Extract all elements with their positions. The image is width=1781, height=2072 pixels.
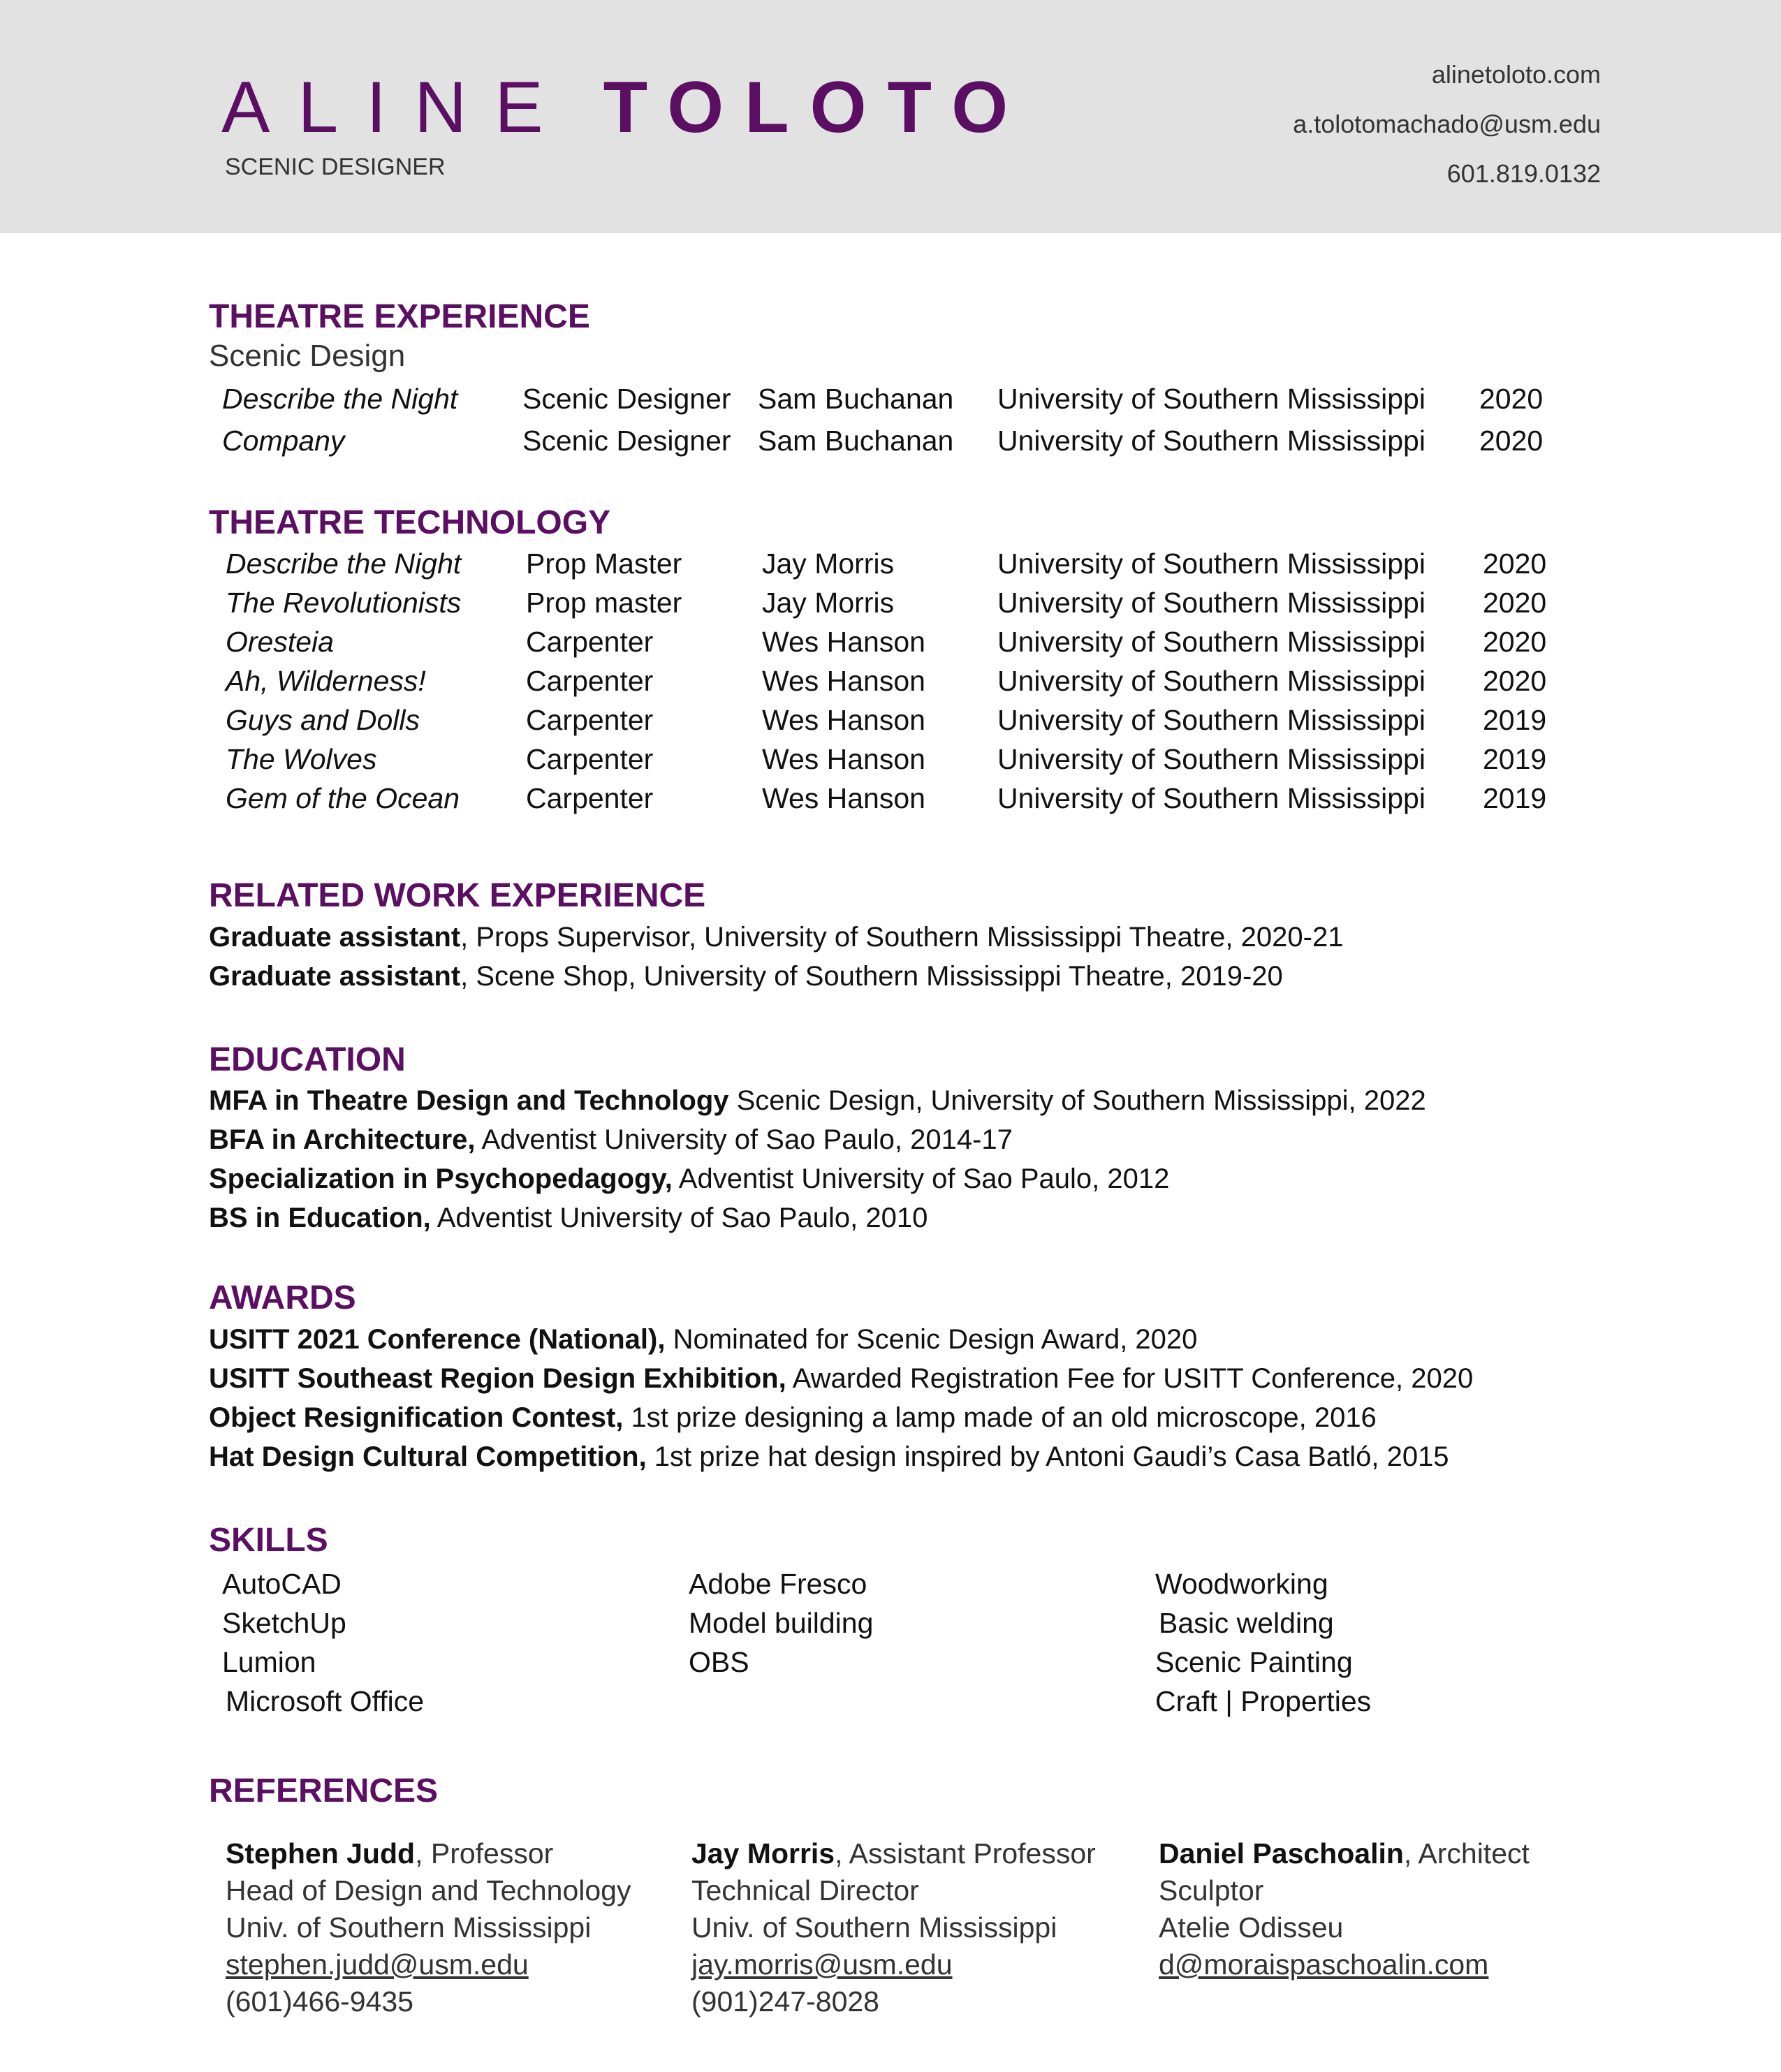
reference-organization: Univ. of Southern Mississippi bbox=[691, 1911, 1057, 1944]
production-role: Scenic Designer bbox=[522, 383, 731, 415]
skill-item: SketchUp bbox=[222, 1607, 346, 1639]
production-director: Sam Buchanan bbox=[758, 425, 954, 457]
list-item bbox=[209, 1159, 1169, 1198]
production-title: Oresteia bbox=[226, 626, 334, 658]
production-title: Company bbox=[222, 425, 345, 457]
scenic-design-subheading: Scenic Design bbox=[209, 339, 406, 373]
reference-email-link[interactable]: d@moraispaschoalin.com bbox=[1159, 1948, 1489, 1981]
production-director: Wes Hanson bbox=[762, 665, 925, 697]
production-role: Carpenter bbox=[526, 704, 654, 736]
skill-item: OBS bbox=[689, 1646, 749, 1678]
production-year: 2020 bbox=[1483, 626, 1547, 658]
list-item bbox=[209, 1359, 1473, 1398]
theatre-experience-heading: THEATRE EXPERIENCE bbox=[209, 298, 590, 335]
skill-item: Basic welding bbox=[1159, 1607, 1334, 1639]
production-year: 2020 bbox=[1483, 587, 1547, 619]
item-label: Graduate assistant bbox=[209, 961, 461, 992]
reference-role: Sculptor bbox=[1159, 1874, 1264, 1906]
reference-phone: (901)247-8028 bbox=[691, 1985, 879, 2018]
awards-heading: AWARDS bbox=[209, 1279, 356, 1316]
reference-name: Jay Morris bbox=[691, 1837, 835, 1869]
production-venue: University of Southern Mississippi bbox=[997, 425, 1425, 457]
production-role: Prop Master bbox=[526, 548, 682, 580]
item-detail: Awarded Registration Fee for USITT Conference, 2020 bbox=[786, 1363, 1474, 1394]
item-label: BFA in Architecture, bbox=[209, 1124, 476, 1155]
production-role: Carpenter bbox=[526, 743, 654, 775]
production-venue: University of Southern Mississippi bbox=[997, 665, 1425, 697]
item-detail: 1st prize hat design inspired by Antoni Gaudi’s Casa Batló, 2015 bbox=[646, 1441, 1449, 1472]
reference-organization: Univ. of Southern Mississippi bbox=[226, 1911, 592, 1944]
production-role: Carpenter bbox=[526, 665, 654, 697]
skill-item: Scenic Painting bbox=[1155, 1646, 1353, 1678]
reference-name-line bbox=[691, 1835, 1096, 1872]
first-name: ALINE bbox=[221, 67, 571, 148]
related-work-heading: RELATED WORK EXPERIENCE bbox=[209, 877, 706, 914]
reference-name-line bbox=[1159, 1835, 1530, 1872]
list-item bbox=[209, 1437, 1449, 1476]
production-title: The Revolutionists bbox=[226, 587, 462, 619]
production-title: The Wolves bbox=[226, 743, 377, 775]
email-link[interactable]: a.tolotomachado@usm.edu bbox=[1293, 110, 1601, 138]
job-title: SCENIC DESIGNER bbox=[225, 154, 446, 180]
production-director: Sam Buchanan bbox=[758, 383, 954, 415]
production-director: Wes Hanson bbox=[762, 626, 925, 658]
reference-position: , Architect bbox=[1403, 1837, 1530, 1869]
reference-name: Stephen Judd bbox=[226, 1837, 416, 1869]
reference-card bbox=[1159, 1835, 1530, 1983]
production-year: 2020 bbox=[1483, 665, 1547, 697]
item-label: BS in Education, bbox=[209, 1203, 431, 1233]
production-venue: University of Southern Mississippi bbox=[997, 587, 1425, 619]
reference-phone: (601)466-9435 bbox=[226, 1985, 413, 2018]
item-label: Specialization in Psychopedagogy, bbox=[209, 1163, 673, 1194]
list-item bbox=[209, 1198, 928, 1237]
production-year: 2019 bbox=[1483, 743, 1547, 775]
skills-heading: SKILLS bbox=[209, 1522, 328, 1559]
production-venue: University of Southern Mississippi bbox=[997, 548, 1425, 580]
list-item bbox=[209, 1081, 1426, 1120]
education-heading: EDUCATION bbox=[209, 1041, 406, 1078]
item-detail: Adventist University of Sao Paulo, 2012 bbox=[672, 1163, 1170, 1194]
reference-name: Daniel Paschoalin bbox=[1159, 1837, 1404, 1869]
item-detail: 1st prize designing a lamp made of an old microscope, 2016 bbox=[623, 1402, 1377, 1433]
skill-item: Lumion bbox=[222, 1646, 316, 1678]
reference-position: , Assistant Professor bbox=[835, 1837, 1096, 1869]
list-item bbox=[209, 957, 1283, 996]
production-role: Carpenter bbox=[526, 626, 654, 658]
item-detail: , Props Supervisor, University of Southern Mississippi Theatre, 2020-21 bbox=[460, 922, 1344, 953]
phone-number: 601.819.0132 bbox=[1446, 159, 1601, 188]
reference-role: Head of Design and Technology bbox=[226, 1874, 631, 1906]
website-link[interactable]: alinetoloto.com bbox=[1431, 60, 1601, 89]
item-label: Hat Design Cultural Competition, bbox=[209, 1441, 647, 1472]
reference-card bbox=[691, 1835, 1096, 2020]
last-name: TOLOTO bbox=[603, 67, 1029, 148]
item-label: USITT 2021 Conference (National), bbox=[209, 1324, 666, 1355]
production-director: Wes Hanson bbox=[762, 782, 925, 814]
production-role: Scenic Designer bbox=[522, 425, 731, 457]
reference-email-link[interactable]: stephen.judd@usm.edu bbox=[226, 1948, 529, 1981]
skill-item: Craft | Properties bbox=[1155, 1685, 1372, 1717]
list-item bbox=[209, 1320, 1197, 1359]
skill-item: Model building bbox=[689, 1607, 874, 1639]
references-heading: REFERENCES bbox=[209, 1772, 439, 1809]
item-label: Graduate assistant bbox=[209, 922, 461, 953]
theatre-technology-heading: THEATRE TECHNOLOGY bbox=[209, 504, 611, 541]
production-year: 2020 bbox=[1479, 425, 1544, 457]
production-role: Carpenter bbox=[526, 782, 654, 814]
resume-header bbox=[0, 0, 1781, 233]
production-venue: University of Southern Mississippi bbox=[997, 743, 1425, 775]
reference-name-line bbox=[226, 1835, 631, 1872]
skill-item: Woodworking bbox=[1155, 1568, 1328, 1600]
list-item bbox=[209, 1120, 1013, 1159]
skill-item: Adobe Fresco bbox=[689, 1568, 867, 1600]
item-detail: Scenic Design, University of Southern Mississippi, 2022 bbox=[728, 1085, 1426, 1116]
item-label: MFA in Theatre Design and Technology bbox=[209, 1085, 729, 1116]
item-detail: Nominated for Scenic Design Award, 2020 bbox=[665, 1324, 1198, 1355]
item-label: USITT Southeast Region Design Exhibition, bbox=[209, 1363, 786, 1394]
production-venue: University of Southern Mississippi bbox=[997, 626, 1425, 658]
reference-role: Technical Director bbox=[691, 1874, 919, 1906]
production-role: Prop master bbox=[526, 587, 682, 619]
production-venue: University of Southern Mississippi bbox=[997, 383, 1425, 415]
production-director: Jay Morris bbox=[762, 587, 895, 619]
skill-item: Microsoft Office bbox=[226, 1685, 425, 1717]
item-label: Object Resignification Contest, bbox=[209, 1402, 624, 1433]
item-detail: , Scene Shop, University of Southern Mississippi Theatre, 2019-20 bbox=[460, 961, 1283, 992]
production-title: Guys and Dolls bbox=[226, 704, 420, 736]
production-title: Describe the Night bbox=[222, 383, 458, 415]
production-year: 2019 bbox=[1483, 782, 1547, 814]
list-item bbox=[209, 1398, 1377, 1437]
item-detail: Adventist University of Sao Paulo, 2014-17 bbox=[475, 1124, 1013, 1155]
production-director: Wes Hanson bbox=[762, 704, 925, 736]
production-title: Ah, Wilderness! bbox=[226, 665, 426, 697]
production-venue: University of Southern Mississippi bbox=[997, 704, 1425, 736]
list-item bbox=[209, 918, 1343, 957]
production-title: Gem of the Ocean bbox=[226, 782, 460, 814]
production-director: Jay Morris bbox=[762, 548, 895, 580]
reference-card bbox=[226, 1835, 631, 2020]
contact-block bbox=[1293, 57, 1601, 206]
production-year: 2019 bbox=[1483, 704, 1547, 736]
reference-email-link[interactable]: jay.morris@usm.edu bbox=[691, 1948, 953, 1981]
reference-position: , Professor bbox=[415, 1837, 554, 1869]
applicant-name bbox=[221, 64, 1029, 151]
production-year: 2020 bbox=[1479, 383, 1544, 415]
production-title: Describe the Night bbox=[226, 548, 462, 580]
production-director: Wes Hanson bbox=[762, 743, 925, 775]
skill-item: AutoCAD bbox=[222, 1568, 342, 1600]
reference-organization: Atelie Odisseu bbox=[1159, 1911, 1344, 1944]
item-detail: Adventist University of Sao Paulo, 2010 bbox=[430, 1203, 928, 1233]
production-venue: University of Southern Mississippi bbox=[997, 782, 1425, 814]
production-year: 2020 bbox=[1483, 548, 1547, 580]
